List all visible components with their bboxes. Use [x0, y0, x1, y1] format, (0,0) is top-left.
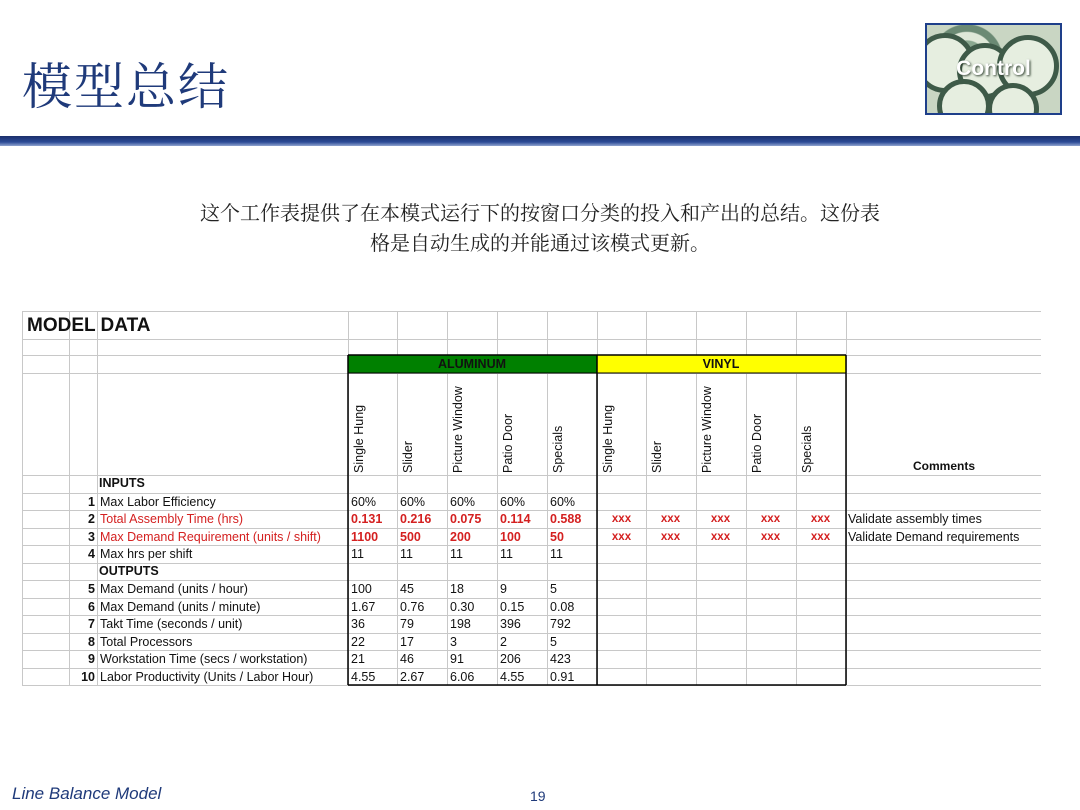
inputs-label: INPUTS	[99, 476, 145, 490]
aluminum-value: 206	[500, 651, 521, 666]
aluminum-value: 4.55	[351, 669, 376, 684]
aluminum-value: 0.588	[550, 511, 582, 526]
aluminum-value: 4.55	[500, 669, 525, 684]
aluminum-value: 0.114	[500, 511, 531, 526]
aluminum-value: 91	[450, 651, 464, 666]
group-vinyl: VINYL	[702, 357, 740, 371]
column-header-vinyl-slider: Slider	[650, 441, 664, 473]
footer-model-name: Line Balance Model	[12, 784, 162, 803]
description	[120, 198, 960, 258]
aluminum-value: 36	[351, 616, 365, 631]
aluminum-value: 60%	[450, 494, 476, 509]
aluminum-value: 500	[400, 529, 421, 544]
row-label: Max Labor Efficiency	[100, 494, 216, 509]
vinyl-value: xxx	[660, 512, 681, 525]
aluminum-value: 60%	[550, 494, 576, 509]
aluminum-value: 0.216	[400, 511, 432, 526]
row-number: 10	[81, 669, 95, 684]
group-aluminum: ALUMINUM	[437, 357, 507, 371]
aluminum-value: 11	[351, 546, 364, 561]
vinyl-value: xxx	[710, 530, 731, 543]
aluminum-value: 0.131	[351, 511, 383, 526]
aluminum-value: 60%	[351, 494, 377, 509]
column-header-aluminum-single-hung: Single Hung	[352, 404, 366, 473]
column-header-vinyl-specials: Specials	[800, 425, 814, 473]
column-header-aluminum-patio-door: Patio Door	[501, 413, 515, 473]
row-comment: Validate Demand requirements	[848, 529, 1020, 544]
row-number: 6	[88, 599, 95, 614]
aluminum-value: 60%	[500, 494, 526, 509]
aluminum-value: 0.075	[450, 511, 482, 526]
row-label: Takt Time (seconds / unit)	[100, 616, 243, 631]
row-number: 5	[88, 581, 95, 596]
aluminum-value: 0.91	[550, 669, 575, 684]
slide-title: 模型总结	[22, 58, 230, 116]
comments-header: Comments	[912, 459, 975, 473]
aluminum-value: 11	[550, 546, 563, 561]
aluminum-value: 1.67	[351, 599, 376, 614]
row-number: 1	[88, 494, 95, 509]
row-comment: Validate assembly times	[848, 511, 982, 526]
column-header-aluminum-specials: Specials	[551, 425, 565, 473]
vinyl-value: xxx	[810, 530, 831, 543]
aluminum-value: 100	[500, 529, 521, 544]
row-label: Labor Productivity (Units / Labor Hour)	[100, 669, 314, 684]
aluminum-value: 5	[550, 634, 557, 649]
model-data-sheet	[22, 311, 1041, 686]
row-number: 3	[88, 529, 95, 544]
aluminum-value: 0.76	[400, 599, 425, 614]
row-label: Max Demand (units / hour)	[100, 581, 248, 596]
row-label: Total Processors	[100, 634, 193, 649]
vinyl-value: xxx	[710, 512, 731, 525]
column-header-aluminum-slider: Slider	[401, 441, 415, 473]
aluminum-value: 198	[450, 616, 471, 631]
aluminum-value: 3	[450, 634, 457, 649]
aluminum-value: 100	[351, 581, 372, 596]
aluminum-value: 5	[550, 581, 557, 596]
logo-label: Control	[956, 57, 1031, 80]
description-line-2: 格是自动生成的并能通过该模式更新。	[370, 231, 710, 255]
row-label: Max Demand (units / minute)	[100, 599, 261, 614]
aluminum-value: 396	[500, 616, 521, 631]
page-number: 19	[530, 788, 546, 804]
description-line-1: 这个工作表提供了在本模式运行下的按窗口分类的投入和产出的总结。这份表	[200, 201, 880, 225]
aluminum-value: 60%	[400, 494, 426, 509]
row-label: Workstation Time (secs / workstation)	[100, 651, 308, 666]
vinyl-value: xxx	[760, 512, 781, 525]
header-bar	[0, 136, 1080, 146]
aluminum-value: 792	[550, 616, 571, 631]
sheet-title: MODEL DATA	[27, 315, 151, 336]
aluminum-value: 11	[500, 546, 513, 561]
row-number: 8	[88, 634, 95, 649]
row-number: 7	[88, 616, 95, 631]
aluminum-value: 200	[450, 529, 471, 544]
aluminum-value: 46	[400, 651, 414, 666]
aluminum-value: 17	[400, 634, 414, 649]
row-number: 4	[88, 546, 95, 561]
outputs-label: OUTPUTS	[99, 564, 159, 578]
aluminum-value: 423	[550, 651, 571, 666]
aluminum-value: 45	[400, 581, 414, 596]
aluminum-value: 18	[450, 581, 464, 596]
aluminum-value: 0.30	[450, 599, 475, 614]
row-number: 9	[88, 651, 95, 666]
column-header-vinyl-patio-door: Patio Door	[750, 413, 764, 473]
aluminum-value: 9	[500, 581, 507, 596]
vinyl-value: xxx	[660, 530, 681, 543]
row-label: Total Assembly Time (hrs)	[100, 511, 244, 526]
aluminum-value: 6.06	[450, 669, 475, 684]
row-number: 2	[88, 511, 95, 526]
aluminum-value: 2	[500, 634, 507, 649]
vinyl-value: xxx	[760, 530, 781, 543]
aluminum-value: 21	[351, 651, 365, 666]
vinyl-value: xxx	[611, 512, 632, 525]
vinyl-value: xxx	[611, 530, 632, 543]
aluminum-value: 11	[400, 546, 413, 561]
aluminum-value: 79	[400, 616, 414, 631]
control-logo	[925, 23, 1062, 115]
column-header-vinyl-single-hung: Single Hung	[601, 404, 615, 473]
aluminum-value: 50	[550, 529, 564, 544]
aluminum-value: 11	[450, 546, 463, 561]
aluminum-value: 1100	[351, 529, 379, 544]
column-header-aluminum-picture-window: Picture Window	[451, 386, 465, 473]
row-label: Max Demand Requirement (units / shift)	[100, 529, 321, 544]
column-header-vinyl-picture-window: Picture Window	[700, 386, 714, 473]
aluminum-value: 2.67	[400, 669, 425, 684]
vinyl-value: xxx	[810, 512, 831, 525]
aluminum-value: 0.15	[500, 599, 525, 614]
aluminum-value: 0.08	[550, 599, 575, 614]
row-label: Max hrs per shift	[100, 546, 193, 561]
aluminum-value: 22	[351, 634, 365, 649]
